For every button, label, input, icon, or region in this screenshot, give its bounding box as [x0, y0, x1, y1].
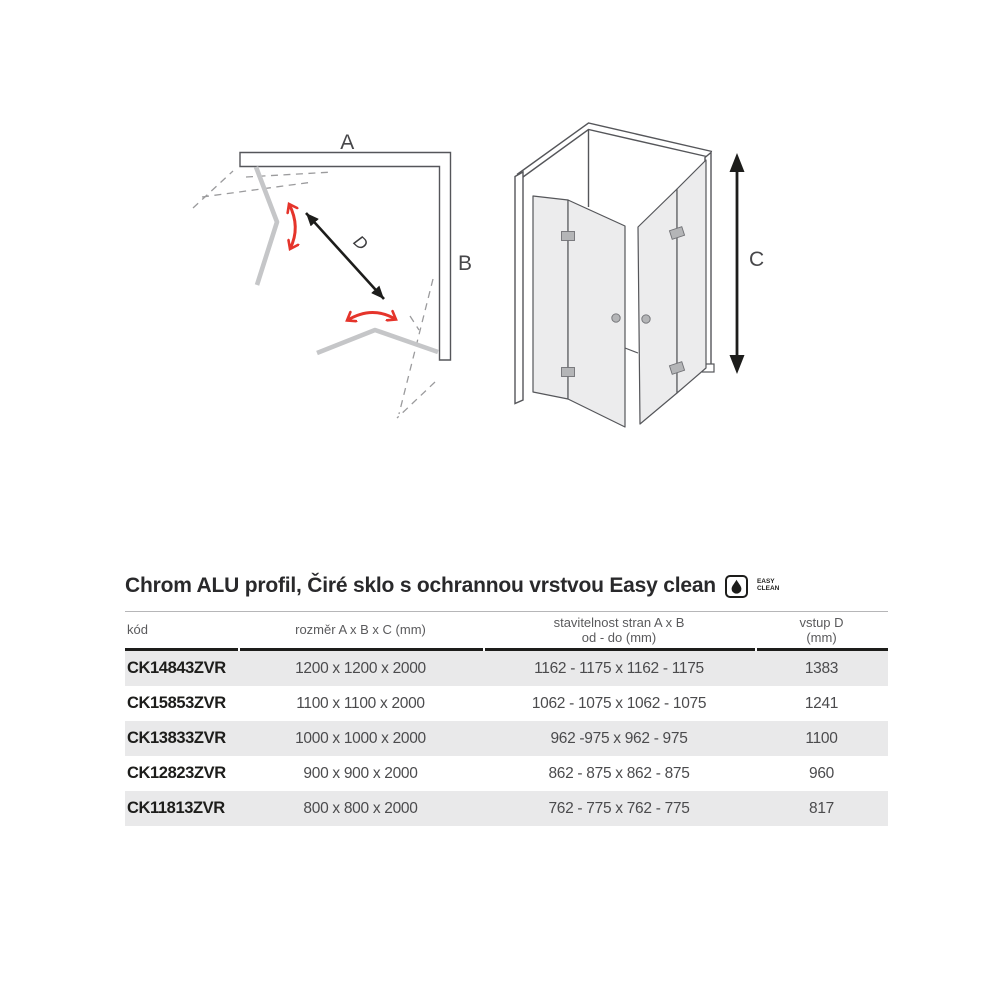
cell-rozmer: 900 x 900 x 2000 [303, 764, 418, 782]
knob-icons [612, 314, 650, 323]
spec-table [125, 611, 888, 826]
droplet-icon [730, 579, 743, 594]
cell-vstup: 960 [809, 764, 834, 782]
cell-kod: CK14843ZVR [127, 659, 226, 677]
table-row [125, 721, 888, 756]
section-title: Chrom ALU profil, Čiré sklo s ochrannou vrstvou Easy clean [125, 574, 716, 597]
table-row [125, 651, 888, 686]
col-header-vstup-line2: (mm) [806, 630, 837, 645]
cell-kod: CK12823ZVR [127, 764, 226, 782]
cell-rozmer: 1000 x 1000 x 2000 [295, 729, 426, 747]
cell-vstup: 1383 [804, 659, 839, 677]
header-rule [125, 648, 888, 651]
cell-kod: CK13833ZVR [127, 729, 226, 747]
easy-clean-label-line2: CLEAN [756, 585, 780, 592]
cell-kod: CK15853ZVR [127, 694, 226, 712]
cell-stavitelnost: 1062 - 1075 x 1062 - 1075 [531, 694, 707, 712]
table-row [125, 791, 888, 826]
dimension-arrow-d [306, 213, 384, 299]
glass-door-panels [533, 160, 706, 427]
sill-line [625, 348, 638, 353]
col-header-stavitelnost-line1: stavitelnost stran A x B [553, 614, 685, 630]
cell-rozmer: 800 x 800 x 2000 [303, 799, 418, 817]
col-header-rozmer: rozměr A x B x C (mm) [295, 622, 426, 638]
col-header-stavitelnost [483, 615, 755, 646]
col-header-stavitelnost-line2: od - do (mm) [581, 630, 657, 645]
cell-rozmer: 1200 x 1200 x 2000 [295, 659, 426, 677]
swing-arrow-bottom-icon [347, 312, 396, 320]
cell-rozmer: 1100 x 1100 x 2000 [296, 694, 425, 712]
cell-stavitelnost: 862 - 875 x 862 - 875 [548, 764, 690, 782]
col-header-vstup-line1: vstup D [799, 614, 844, 630]
swing-arrow-top-icon [289, 204, 295, 249]
wall-profile [515, 172, 523, 404]
label-c: C [749, 248, 764, 271]
table-row [125, 686, 888, 721]
label-a: A [340, 131, 354, 154]
cell-stavitelnost: 1162 - 1175 x 1162 - 1175 [534, 659, 704, 677]
cell-vstup: 1100 [805, 729, 838, 747]
easy-clean-label-line1: EASY [756, 578, 775, 586]
col-header-vstup [755, 615, 888, 646]
table-header-row [125, 612, 888, 648]
cell-vstup: 817 [809, 799, 834, 817]
swing-arrow-icons [289, 204, 396, 321]
phantom-door-lines [193, 171, 435, 418]
section-title-row [125, 574, 888, 598]
easy-clean-label [757, 579, 779, 593]
plan-view-diagram [165, 108, 485, 433]
cell-vstup: 1241 [804, 694, 839, 712]
label-d: D [349, 231, 372, 255]
col-header-kod: kód [127, 622, 148, 638]
cell-kod: CK11813ZVR [127, 799, 225, 817]
perspective-diagram [500, 108, 790, 443]
easy-clean-badge [725, 575, 748, 598]
cell-stavitelnost: 962 -975 x 962 - 975 [550, 729, 688, 747]
label-b: B [458, 252, 472, 275]
cell-stavitelnost: 762 - 775 x 762 - 775 [548, 799, 690, 817]
table-row [125, 756, 888, 791]
dimension-arrow-c [730, 153, 745, 374]
